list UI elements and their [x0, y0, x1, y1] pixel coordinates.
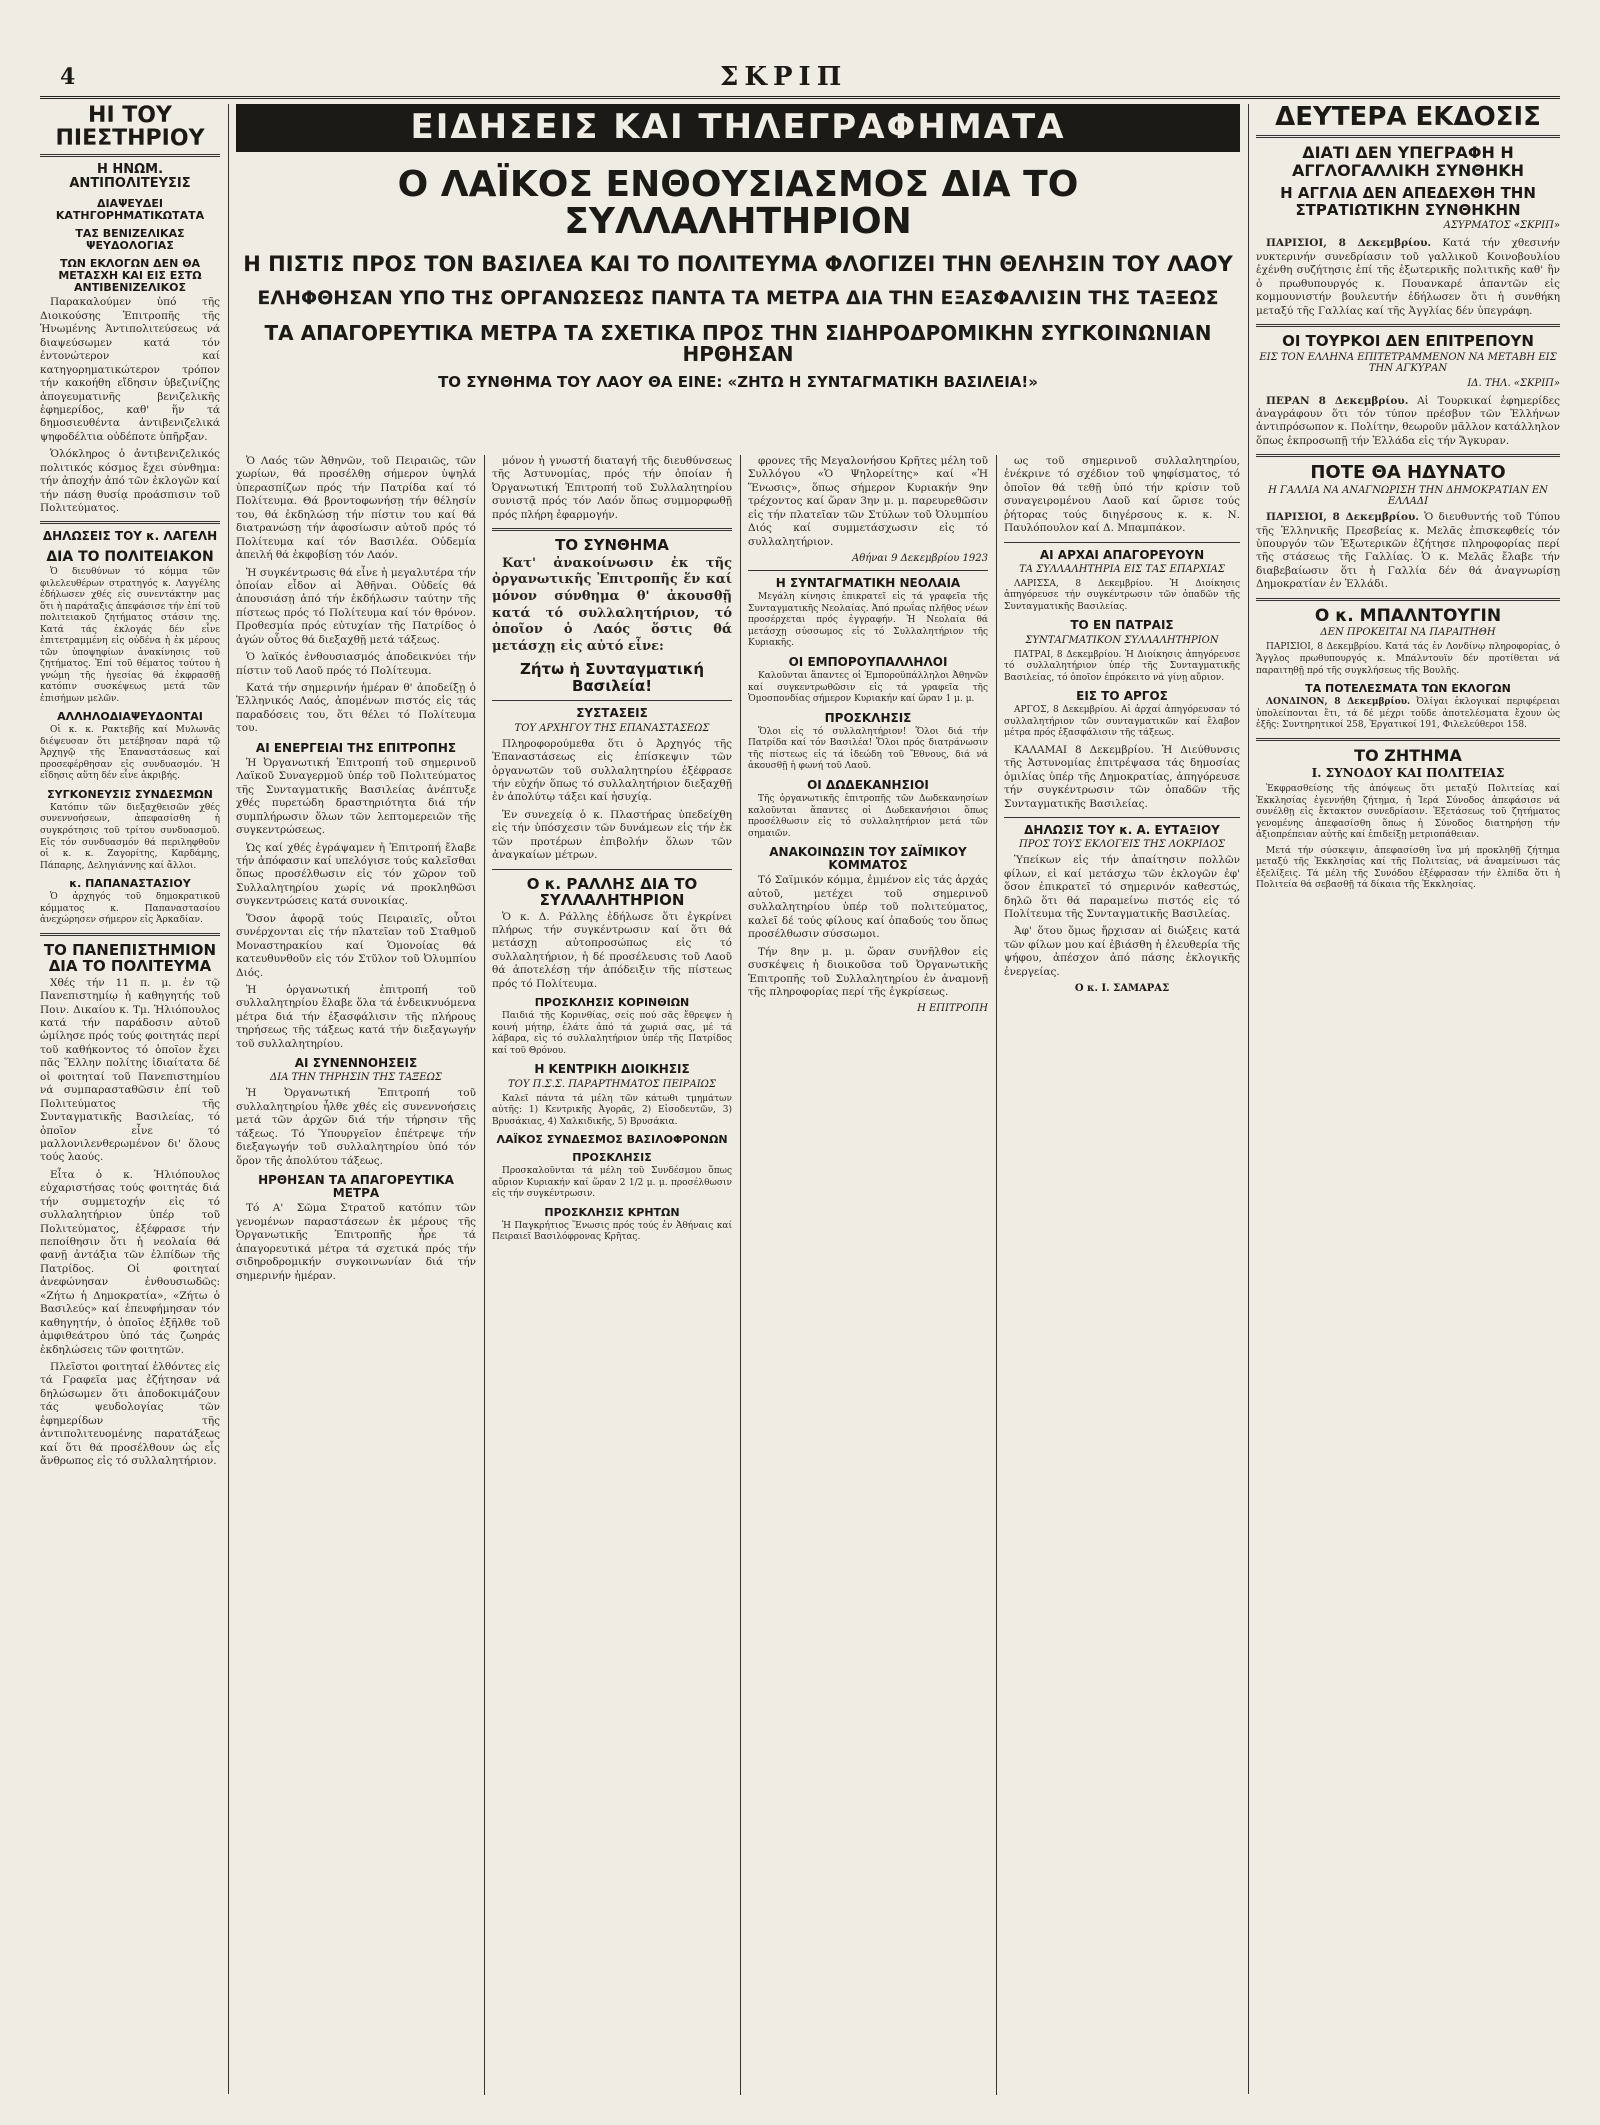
article-text: Ἡ ὀργανωτική ἐπιτροπή τοῦ συλλαλητηρίου ἔλαβε ὅλα τά ἐνδεικνυόμενα μέτρα διά τήν ἐξασφάλισιν τῆς πλήρους τηρήσεως τῆς τάξεως κατά τήν διεξαγωγήν τοῦ συλλαλητηρίου.: [236, 983, 476, 1050]
headline: ΠΟΤΕ ΘΑ ΗΔΥΝΑΤΟ: [1310, 462, 1506, 484]
subheadline: ΤΑ ΣΥΛΛΑΛΗΤΗΡΙΑ ΕΙΣ ΤΑΣ ΕΠΑΡΧΙΑΣ: [1019, 563, 1225, 575]
dateline: ΠΑΡΙΣΙΟΙ, 8 Δεκεμβρίου.: [1266, 237, 1432, 250]
article-text: Ὁλόκληρος ὁ ἀντιβενιζελικός πολιτικός κόσμος ἔχει σύνθημα: τήν ἀποχήν ἀπό τῶν ἐκλογῶν καί τήν πάσῃ θυσίᾳ προάσπισιν τοῦ Πολιτεύματος.: [40, 448, 220, 514]
article-text: Ὁ διευθύνων τό κόμμα τῶν φιλελευθέρων στρατηγός κ. Λαγγέλης ἐδήλωσεν χθές εἰς συνεντάκτην μας ὅτι ἡ παράταξις ἀπεφάσισε τήν ἐπί τοῦ πολιτειακοῦ ζητήματος στάσιν της. Κατά τάς ἐκλογάς δέν εἶνε ἐπιτετραμμένη εἰς οὐδένα ἡ ἐκ μέρους τῶν ὑποψηφίων ἀνακίνησις τοῦ ζητήματος. Ἐπί τοῦ θέματος τούτου ἡ γνώμη τῆς ἡγεσίας θά ἐκφρασθῇ κατόπιν συσκέψεως μετά τῶν ἐπισήμων μελῶν.: [40, 567, 220, 704]
headline: ΠΡΟΣΚΛΗΣΙΣ ΚΡΗΤΩΝ: [544, 1205, 680, 1219]
headline: ΟΙ ΔΩΔΕΚΑΝΗΣΙΟΙ: [807, 777, 929, 792]
subheadline: Η ΠΙΣΤΙΣ ΠΡΟΣ ΤΟΝ ΒΑΣΙΛΕΑ ΚΑΙ ΤΟ ΠΟΛΙΤΕΥΜΑ ΦΛΟΓΙΖΕΙ ΤΗΝ ΘΕΛΗΣΙΝ ΤΟΥ ΛΑΟΥ: [243, 252, 1233, 277]
article-text: ΠΑΡΙΣΙΟΙ, 8 Δεκεμβρίου. Ὁ διευθυντής τοῦ Τύπου τῆς Ἑλληνικῆς Πρεσβείας κ. Μελᾶς ἐπισκεφθείς τόν ὑπουργόν τῶν Ἐξωτερικῶν ἐζήτησε πληροφορίας περί τῆς στάσεως τῆς Γαλλίας. Ὁ κ. Μελᾶς ἔλαβε τήν διαβεβαίωσιν ὅτι ἡ Γαλλία δέν θά ἀναγνωρίσῃ Δημοκρατίαν ἐν Ἑλλάδι.: [1256, 511, 1560, 591]
headline: ΛΑΪΚΟΣ ΣΥΝΔΕΣΜΟΣ ΒΑΣΙΛΟΦΡΟΝΩΝ: [496, 1133, 728, 1147]
headline: ΤΩΝ ΕΚΛΟΓΩΝ ΔΕΝ ΘΑ ΜΕΤΑΣΧΗ ΚΑΙ ΕΙΣ ΕΣΤΩ ΑΝΤΙΒΕΝΙΖΕΛΙΚΟΣ: [58, 257, 202, 295]
headline: ΔΗΛΩΣΕΙΣ ΤΟΥ κ. ΛΑΓΕΛΗ: [42, 529, 218, 544]
dateline: Αθήναι 9 Δεκεμβρίου 1923: [851, 553, 988, 565]
dateline: ΚΑΛΑΜΑΙ 8 Δεκεμβρίου.: [1014, 743, 1154, 756]
subheadline: ΔΙΑ ΤΗΝ ΤΗΡΗΣΙΝ ΤΗΣ ΤΑΞΕΩΣ: [270, 1072, 442, 1084]
column: [1004, 455, 1240, 1000]
headline: ΟΙ ΕΜΠΟΡΟΥΠΑΛΛΗΛΟΙ: [788, 654, 948, 669]
headline: Ο κ. ΡΑΛΛΗΣ ΔΙΑ ΤΟ ΣΥΛΛΑΛΗΤΗΡΙΟΝ: [526, 874, 698, 910]
headline: ΑΙ ΑΡΧΑΙ ΑΠΑΓΟΡΕΥΟΥΝ: [1039, 547, 1205, 562]
article-text: Προσκαλοῦνται τά μέλη τοῦ Συνδέσμου ὅπως αὔριον Κυριακήν καί ὥραν 2 1/2 μ. μ. προσέλθωσιν εἰς τήν συγκέντρωσιν.: [492, 1166, 732, 1200]
signature: Ο κ. Ι. ΣΑΜΑΡΑΣ: [1074, 983, 1170, 995]
dateline: ΠΑΡΙΣΙΟΙ, 8 Δεκεμβρίου.: [1266, 511, 1419, 524]
article-text: Χθές τήν 11 π. μ. ἐν τῷ Πανεπιστημίῳ ἡ καθηγητής τοῦ Ποιν. Δικαίου κ. Τμ. Ἡλιόπουλος κατά τήν παράδοσιν αὐτοῦ ὡμίλησε πρός τούς φοιτητάς περί τοῦ καθήκοντος τό ὁποῖον ἔχει πᾶς Ἕλλην πολίτης ἰδιαίτατα δέ οἱ φοιτηταί τοῦ Πανεπιστημίου νά συμπαρασταθῶσιν ἐπί τοῦ Πολιτεύματος τῆς Συνταγματικῆς Βασιλείας, τό ὁποῖον εἶνε τό μαλλονιλενθερωμένον δι' ὅλους τούς λαούς.: [40, 976, 220, 1164]
subheadline: Η ΓΑΛΛΙΑ ΝΑ ΑΝΑΓΝΩΡΙΣΗ ΤΗΝ ΔΗΜΟΚΡΑΤΙΑΝ ΕΝ ΕΛΛΑΔΙ: [1268, 485, 1548, 508]
headline: ΔΙΑΨΕΥΔΕΙ ΚΑΤΗΓΟΡΗΜΑΤΙΚΩΤΑΤΑ: [55, 196, 205, 222]
front-banner: [236, 104, 1240, 391]
separator: [40, 521, 220, 524]
newspaper-name: ΣΚΡΙΠ: [720, 62, 848, 92]
headline: ΣΥΣΤΑΣΕΙΣ: [576, 706, 648, 721]
headline: ΑΝΑΚΟΙΝΩΣΙΝ ΤΟΥ ΣΑΪΜΙΚΟΥ ΚΟΜΜΑΤΟΣ: [769, 845, 967, 873]
article-text: Ἡ συγκέντρωσις θά εἶνε ἡ μεγαλυτέρα τήν ὁποίαν εἶδον αἱ Ἀθῆναι. Οὐδείς θά ἀπουσιάσῃ ἀπό τήν ἐκδήλωσιν ταύτην τῆς πίστεως πρός τό Πολίτευμα καί τόν θρόνον. Προθεσμία πρός εὐτυχίαν τῆς Πατρίδος ὁ ἀγών οὗτος θά διεξαχθῇ μετά τάξεως.: [236, 566, 476, 646]
article-text: Μεγάλη κίνησις ἐπικρατεῖ εἰς τά γραφεῖα τῆς Συνταγματικῆς Νεολαίας. Ἀπό πρωΐας πλῆθος νέων προσέρχεται πρός ἐγγραφήν. Ἡ Νεολαία θά μετάσχῃ σύσσωμος εἰς τό Συλλαλητήριον τῆς Κυριακῆς.: [748, 592, 988, 649]
headline: ΑΙ ΕΝΕΡΓΕΙΑΙ ΤΗΣ ΕΠΙΤΡΟΠΗΣ: [255, 740, 457, 755]
article-text: Εἶτα ὁ κ. Ἡλιόπουλος εὐχαριστήσας τούς φοιτητάς διά τήν συμμετοχήν εἰς τό συλλαλητήριον ὑπέρ τοῦ Πολιτεύματος, ἐξέφρασε τήν πεποίθησιν ὅτι ἡ νεολαία θά φανῇ ἀντάξια τῶν ἐλπίδων τῆς Πατρίδος. Οἱ φοιτηταί ἀνεφώνησαν ἐνθουσιωδῶς: «Ζήτω ἡ Δημοκρατία», «Ζήτω ὁ Βασιλεύς» καί ἐπευφήμησαν τόν καθηγητήν, ὁ ὁποῖος ἐξῆλθε τοῦ ἀμφιθεάτρου ὑπό τάς ζωηράς ἐκδηλώσεις τῶν φοιτητῶν.: [40, 1168, 220, 1356]
article-text: Ὑπείκων εἰς τήν ἀπαίτησιν πολλῶν φίλων, εἰ καί μετάσχω τῶν ἐκλογῶν ἐφ' ὅσον ἐπικρατεῖ τό σημερινόν καθεστώς, δηλῶ ὅτι θά παραμείνω πιστός εἰς τό Πολίτευμα τῆς Συνταγματικῆς Βασιλείας.: [1004, 854, 1240, 920]
article-text: Ἡ Ὀργανωτική Ἐπιτροπή τοῦ συλλαλητηρίου ἦλθε χθές εἰς συνεννοήσεις μετά τῶν ἀρχῶν διά τήν τήρησιν τῆς τάξεως. Τό Ὑπουργεῖον ἐπέτρεψε τήν διεξαγωγήν τοῦ συλλαλητηρίου ὑπό τόν ὅρον τῆς ἀπολύτου τάξεως.: [236, 1087, 476, 1167]
source-line: ΑΣΥΡΜΑΤΟΣ «ΣΚΡΙΠ»: [1443, 220, 1560, 232]
column-rule: [1248, 104, 1249, 2094]
article-text: Κατόπιν τῶν διεξαχθεισῶν χθές συνεννοήσεων, ἀπεφασίσθη ἡ συγκρότησις τοῦ τρίτου συνδυασμοῦ. Εἰς τόν συνδυασμόν θά περιληφθοῦν οἱ κ. κ. Ζαγορίτης, Καρδάμης, Πάπαρης, Δεληγιάννης καί ἄλλοι.: [40, 802, 220, 871]
separator: [492, 700, 732, 701]
article-text: Ὁ κ. Δ. Ράλλης ἐδήλωσε ὅτι ἐγκρίνει πλήρως τήν συγκέντρωσιν καί ὅτι θά μετάσχῃ αὐτοπροσώπως εἰς τό συλλαλητήριον, ἡ δέ προσέλευσις τοῦ Λαοῦ θά ἀποτελέσῃ τήν ἀπόδειξιν τῆς πίστεως πρός τό Πολίτευμα.: [492, 910, 732, 990]
article-text: Κατ' ἀνακοίνωσιν ἐκ τῆς ὀργανωτικῆς Ἐπιτροπῆς ἕν καί μόνον σύνθημα θ' ἀκουσθῇ κατά τό συλλαλητήριον, τό ὁποῖον ὁ Λαός ὅστις θά μετάσχῃ εἰς αὐτό εἶνε:: [492, 555, 732, 654]
article-text: Τήν 8ην μ. μ. ὥραν συνῆλθον εἰς συσκέψεις ἡ διοικοῦσα τοῦ Ὀργανωτικῆς Ἐπιτροπῆς τοῦ Συλλαλητηρίου ἐν ἀναμονῇ τῆς πληροφορίας περί τῆς ἐγκρίσεως.: [748, 945, 988, 998]
column-rule: [228, 104, 229, 2094]
headline: ΣΥΓΚΟΝΕΥΣΙΣ ΣΥΝΔΕΣΜΩΝ: [47, 787, 213, 801]
subheadline: ΕΛΗΦΘΗΣΑΝ ΥΠΟ ΤΗΣ ΟΡΓΑΝΩΣΕΩΣ ΠΑΝΤΑ ΤΑ ΜΕΤΡΑ ΔΙΑ ΤΗΝ ΕΞΑΣΦΑΛΙΣΙΝ ΤΗΣ ΤΑΞΕΩΣ: [257, 287, 1219, 310]
headline: ΠΡΟΣΚΛΗΣΙΣ: [572, 1151, 652, 1165]
headline: ΕΙΣ ΤΟ ΑΡΓΟΣ: [1076, 689, 1168, 704]
headline: κ. ΠΑΠΑΝΑΣΤΑΣΙΟΥ: [69, 877, 191, 891]
article-text: ΠΑΤΡΑΙ, 8 Δεκεμβρίου. Ἡ Διοίκησις ἀπηγόρευσε τό συλλαλητήριον ὑπέρ τῆς Συνταγματικῆς Βασιλείας, τό ὁποῖον ἐπρόκειτο νά γίνῃ αὔριον.: [1004, 649, 1240, 683]
article-text: φρονες τῆς Μεγαλονήσου Κρῆτες μέλη τοῦ Συλλόγου «Ὁ Ψηλορείτης» καί «Ἡ Ἕνωσις», ὅπως σήμερον Κυριακήν 9ην τρέχοντος καί ὥραν 3ην μ. μ. παρευρεθῶσιν εἰς τήν πλατεῖαν τῶν Στύλων τοῦ Ὀλυμπίου Διός καί συμμετάσχωσιν εἰς τό συλλαλητήριον.: [748, 455, 988, 548]
article-text: ΑΡΓΟΣ, 8 Δεκεμβρίου. Αἱ ἀρχαί ἀπηγόρευσαν τό συλλαλητήριον τῶν συνταγματικῶν καί ἔλαβον μέτρα πρός ἐξασφάλισιν τῆς τάξεως.: [1004, 705, 1240, 739]
headline: ΑΙ ΣΥΝΕΝΝΟΗΣΕΙΣ: [294, 1056, 418, 1071]
headline: ΠΡΟΣΚΛΗΣΙΣ ΚΟΡΙΝΘΙΩΝ: [534, 996, 690, 1010]
article-text: Ὅλοι εἰς τό συλλαλητήριον! Ὅλοι διά τήν Πατρίδα καί τόν Βασιλέα! Ὅλοι πρός διατράνωσιν τῆς πίστεως εἰς τά ἰδεώδη τοῦ Ἔθνους, διά νά ἀκουσθῇ ἡ φωνή τοῦ Λαοῦ.: [748, 726, 988, 772]
article-text: Ὁ Λαός τῶν Ἀθηνῶν, τοῦ Πειραιῶς, τῶν χωρίων, θά προσέλθῃ σήμερον ὑψηλά ὑπερασπίζων πρός τήν Πατρίδα καί τό Πολίτευμα. Θά βροντοφωνήσῃ τήν θέλησίν του, θά ἐκδηλώσῃ τήν πίστιν του καί θά διατρανώσῃ τήν ἀφοσίωσιν αὐτοῦ πρός τό Πολίτευμα καί τόν Βασιλέα. Οὐδεμία ἀπειλή θά ἐκφοβίσῃ τόν Λαόν.: [236, 455, 476, 562]
column-rule: [484, 455, 485, 2095]
separator: [1256, 324, 1560, 327]
headline: ΤΑΣ ΒΕΝΙΖΕΛΙΚΑΣ ΨΕΥΔΟΛΟΓΙΑΣ: [75, 226, 185, 253]
headline: Η ΑΓΓΛΙΑ ΔΕΝ ΑΠΕΔΕΧΘΗ ΤΗΝ ΣΤΡΑΤΙΩΤΙΚΗΝ ΣΥΝΘΗΚΗΝ: [1280, 184, 1536, 219]
article-text: Ἡ Παγκρήτιος Ἕνωσις πρός τούς ἐν Ἀθήναις καί Πειραιεῖ Βασιλόφρονας Κρῆτας.: [492, 1220, 732, 1243]
headline: ΔΙΑΤΙ ΔΕΝ ΥΠΕΓΡΑΦΗ Η ΑΓΓΛΟΓΑΛΛΙΚΗ ΣΥΝΘΗΚΗ: [1291, 143, 1525, 180]
separator: [40, 933, 220, 936]
article-text: Παιδιά τῆς Κορινθίας, σείς πού σᾶς ἔθρεψεν ἡ κοινή μήτηρ, ἐλάτε ἀπό τά χωριά σας, μέ τά λάβαρα, εἰς τό συλλαλητήριον ὑπέρ τῆς Πατρίδος καί τοῦ Θρόνου.: [492, 1011, 732, 1056]
subheadline: ΤΟ ΣΥΝΘΗΜΑ ΤΟΥ ΛΑΟΥ ΘΑ ΕΙΝΕ: «ΖΗΤΩ Η ΣΥΝΤΑΓΜΑΤΙΚΗ ΒΑΣΙΛΕΙΑ!»: [438, 373, 1038, 392]
newspaper-page: [40, 60, 1560, 2100]
subheadline: ΣΥΝΤΑΓΜΑΤΙΚΟΝ ΣΥΛΛΑΛΗΤΗΡΙΟΝ: [1025, 634, 1219, 646]
headline: ΤΑ ΠΟΤΕΛΕΣΜΑΤΑ ΤΩΝ ΕΚΛΟΓΩΝ: [1305, 682, 1511, 696]
article-text: ΠΕΡΑΝ 8 Δεκεμβρίου. Αἱ Τουρκικαί ἐφημερίδες ἀναγράφουν ὅτι τόν τύπον πρέσβυν τῶν Ἑλλήνων ἀντιπρόσωπον κ. Πολίτην, θεωροῦν μᾶλλον κατάλληλον ὅπως ἐκπροσωπῇ τήν Ἑλλάδα εἰς τήν Ἄγκυραν.: [1256, 394, 1560, 447]
article-text: ΚΑΛΑΜΑΙ 8 Δεκεμβρίου. Ἡ Διεύθυνσις τῆς Ἀστυνομίας ἐπιτρέψασα τάς δημοσίας ὁμιλίας ὑπέρ τῆς Δημοκρατίας, ἀπηγόρευσε τήν συγκέντρωσιν τῶν ὁπαδῶν τῆς Συνταγματικῆς Βασιλείας.: [1004, 743, 1240, 810]
separator: [748, 570, 988, 571]
headline: ΔΙΑ ΤΟ ΠΟΛΙΤΕΙΑΚΟΝ: [46, 548, 214, 565]
article-text: Κατά τήν σημερινήν ἡμέραν θ' ἀποδείξῃ ὁ Ἑλληνικός Λαός, ἀπομένων πιστός εἰς τάς παραδόσεις του, ὅτι θέλει τό Πολίτευμα του.: [236, 682, 476, 735]
headline: ΠΡΟΣΚΛΗΣΙΣ: [824, 710, 912, 725]
separator: [492, 528, 732, 531]
separator: [1004, 817, 1240, 818]
headline: ΟΙ ΤΟΥΡΚΟΙ ΔΕΝ ΕΠΙΤΡΕΠΟΥΝ: [1282, 332, 1534, 351]
subheadline: ΔΕΝ ΠΡΟΚΕΙΤΑΙ ΝΑ ΠΑΡΑΙΤΗΘΗ: [1320, 627, 1496, 639]
article-text: Ὡς καί χθές ἐγράψαμεν ἡ Ἐπιτροπή ἔλαβε τήν ἀπόφασιν καί υπελόγισε τούς καλεῖσθαι ὅπως προσέλθωσιν εἰς τόν χῶρον τοῦ Συλλαλητηρίου χωρίς νά προκληθῶσι συγκεντρώσεις κατά συνοικίας.: [236, 841, 476, 908]
article-text: ΛΟΝΔΙΝΟΝ, 8 Δεκεμβρίου. Ὀλίγαι ἐκλογικαί περιφέρειαι ὑπολείπονται ἔτι, τά δέ μέχρι τοῦδε ἀποτελέσματα ἔχουν ὡς ἑξῆς: Συντηρητικοί 258, Ἐργατικοί 191, Φιλελεύθεροι 158.: [1256, 697, 1560, 731]
headline: Ο κ. ΜΠΑΛΝΤΟΥΓΙΝ: [1314, 605, 1502, 626]
headline: ΤΟ ΕΝ ΠΑΤΡΑΙΣ: [1070, 618, 1174, 633]
article-text: Τό Α' Σῶμα Στρατοῦ κατόπιν τῶν γενομένων παραστάσεων ἐκ μέρους τῆς Ὀργανωτικῆς Ἐπιτροπῆς ἦρε τά ἀπαγορευτικά μέτρα τά σχετικά πρός τήν σιδηροδρομικήν συγκοινωνίαν διά τήν σημερινήν ἡμέραν.: [236, 1202, 476, 1282]
article-text: Πλεῖστοι φοιτηταί ἐλθόντες εἰς τά Γραφεῖα μας ἐζήτησαν νά δηλώσωμεν ὅτι ἀποδοκιμάζουν τάς ψευδολογίας τῶν ἐφημερίδων τῆς ἀντιπολιτευομένης παρατάξεως καί ὅτι θά προσέλθουν ὡς εἷς ἄνθρωπος εἰς τό συλλαλητήριον.: [40, 1360, 220, 1468]
article-text: ΠΑΡΙΣΙΟΙ, 8 Δεκεμβρίου. Κατά τήν χθεσινήν νυκτερινήν συνεδρίασιν τοῦ γαλλικοῦ Κοινοβουλίου ἐχένθη συζήτησις ἐπί τῆς ἐξωτερικῆς πολιτικῆς καθ' ἣν ὁ πρωθυπουργός κ. Πουανκαρέ ἀπαντῶν εἰς κομμουνιστήν βουλευτήν ἐδήλωσεν ὅτι ἡ συνθήκη μεταξύ τῆς Γαλλίας καί τῆς Ἀγγλίας δέν ὑπεγράφη.: [1256, 237, 1560, 317]
separator: [1256, 598, 1560, 601]
column: [236, 455, 476, 1287]
column: [748, 455, 988, 1020]
headline: ΤΟ ΣΥΝΘΗΜΑ: [555, 536, 669, 555]
article-text: Ἐκφρασθείσης τῆς ἀπόψεως ὅτι μεταξύ Πολιτείας καί Ἐκκλησίας ἐγεννήθη ζήτημα, ἡ Ἱερά Σύνοδος ἀπεφάσισε νά συνέλθῃ εἰς ἔκτακτον συνεδρίασιν. Ἐξετάσεως τοῦ ζητήματος γενομένης ἀπεφασίσθη ὅπως ἡ Σύνοδος διατηρήσῃ τήν ἀξιοπρέπειαν αὐτῆς καί ἐπιδείξῃ μετριοπάθειαν.: [1256, 784, 1560, 841]
article-text: ως τοῦ σημερινοῦ συλλαλητηρίου, ἐνέκρινε τό σχέδιον τοῦ ψηφίσματος, τό ὁποῖον θά τεθῇ ὑπό τήν κρίσιν τοῦ συναγειρομένου Λαοῦ καί ὥρισε τούς ῥήτορας τούς διηγέρσους κ. κ. Ν. Παυλόπουλον καί Δ. Μπαμπάκον.: [1004, 455, 1240, 535]
article-text: Ἀφ' ὅτου ὅμως ἤρχισαν αἱ διώξεις κατά τῶν φίλων μου καί ἐβιάσθη ἡ ἐλευθερία τῆς ψήφου, ἀπέσχον ἀπό πάσης ἐκλογικῆς ἐνεργείας.: [1004, 925, 1240, 978]
headline: ΤΟ ΖΗΤΗΜΑ: [1354, 745, 1462, 765]
article-text: Τῆς ὀργανωτικῆς ἐπιτροπῆς τῶν Δωδεκανησίων καλοῦνται ἅπαντες οἱ Δωδεκανήσιοι ὅπως προσέλθωσιν εἰς τό συλλαλητήριον μετά τῶν σημαιῶν.: [748, 794, 988, 839]
article-text: Καλεῖ πάντα τά μέλη τῶν κάτωθι τμημάτων αὐτῆς: 1) Κεντρικῆς Ἀγορᾶς, 2) Εἰσοδευτῶν, 3) Βρυσάκιας, 4) Χαλκιδικῆς, 5) Βρυσάκια.: [492, 1093, 732, 1127]
subheadline: ΤΟΥ Π.Σ.Σ. ΠΑΡΑΡΤΗΜΑΤΟΣ ΠΕΙΡΑΙΩΣ: [507, 1078, 717, 1090]
dateline: ΛΟΝΔΙΝΟΝ, 8 Δεκεμβρίου.: [1266, 697, 1411, 708]
section-title: ΕΙΔΗΣΕΙΣ ΚΑΙ ΤΗΛΕΓΡΑΦΗΜΑΤΑ: [236, 104, 1240, 152]
headline: Η ΚΕΝΤΡΙΚΗ ΔΙΟΙΚΗΣΙΣ: [534, 1062, 690, 1077]
article-text: Ὁ λαϊκός ἐνθουσιασμός ἀποδεικνύει τήν πίστιν τοῦ Λαοῦ πρός τό Πολίτευμα.: [236, 651, 476, 677]
headline: ΑΛΛΗΛΟΔΙΑΨΕΥΔΟΝΤΑΙ: [57, 710, 203, 724]
subheadline: ΤΑ ΑΠΑΓΟΡΕΥΤΙΚΑ ΜΕΤΡΑ ΤΑ ΣΧΕΤΙΚΑ ΠΡΟΣ ΤΗΝ ΣΙΔΗΡΟΔΡΟΜΙΚΗΝ ΣΥΓΚΟΙΝΩΝΙΑΝ ΗΡΘΗΣΑΝ: [264, 321, 1212, 367]
article-text: Ἡ Ὀργανωτική Ἐπιτροπή τοῦ σημερινοῦ Λαϊκοῦ Συναγερμοῦ ὑπέρ τοῦ Πολιτεύματος τῆς Συνταγματικῆς Βασιλείας ἀνέπτυξε χθές πυρετώδη δραστηριότητα διά τήν συμπλήρωσιν ὅλων τῶν λεπτομερειῶν τῆς συγκεντρώσεως.: [236, 756, 476, 837]
article-text: Καλοῦνται ἅπαντες οἱ Ἐμποροϋπάλληλοι Ἀθηνῶν καί συγκεντρωθῶσιν εἰς τά γραφεῖα τῆς Ὁμοσπονδίας σήμερον Κυριακήν καί ὥραν 1 μ. μ.: [748, 671, 988, 705]
article-text: Ὁ ἀρχηγός τοῦ δημοκρατικοῦ κόμματος κ. Παπαναστασίου ἀνεχώρησεν σήμερον εἰς Ἀρκαδίαν.: [40, 892, 220, 926]
article-text: ΛΑΡΙΣΣΑ, 8 Δεκεμβρίου. Ἡ Διοίκησις ἀπηγόρευσε τήν συγκέντρωσιν τῶν ὀπαδῶν τῆς Συνταγματικῆς Βασιλείας.: [1004, 578, 1240, 612]
article-text: ΠΑΡΙΣΙΟΙ, 8 Δεκεμβρίου. Κατά τάς ἐν Λονδίνῳ πληροφορίας, ὁ Ἄγγλος πρωθυπουργός κ. Μπάλντουϊν δέν προτίθεται νά παραιτηθῇ πρό τῆς συγκλήσεως τῆς Βουλῆς.: [1256, 642, 1560, 676]
column-rule: [996, 455, 997, 2095]
headline: ΤΟ ΠΑΝΕΠΙΣΤΗΜΙΟΝ ΔΙΑ ΤΟ ΠΟΛΙΤΕΥΜΑ: [43, 940, 217, 976]
page-number: 4: [60, 64, 76, 90]
masthead: [40, 60, 1560, 99]
article-text: Ἐν συνεχείᾳ ὁ κ. Πλαστήρας ὑπεδείχθη εἰς τήν ὑπόσχεσιν τῶν δυνάμεων εἰς τήν ἐκ τῶν προτέρων ἐπιβολήν ὅλων τῶν ἀναγκαίων μέτρων.: [492, 808, 732, 862]
column-title: ΗΙ ΤΟΥ ΠΙΕΣΤΗΡΙΟΥ: [40, 104, 220, 157]
separator: [492, 869, 732, 870]
column: [492, 455, 732, 1248]
headline: Η ΣΥΝΤΑΓΜΑΤΙΚΗ ΝΕΟΛΑΙΑ: [775, 576, 961, 591]
article-text: μόνον ἡ γνωστή διαταγή τῆς διευθύνσεως τῆς Ἀστυνομίας, πρός τήν ὁποίαν ἡ Ὀργανωτική Ἐπιτροπή τοῦ Συλλαλητηρίου συνιστᾷ πρός τόν Λαόν ὅπως συμμορφωθῇ πρός πλήρη ἐφαρμογήν.: [492, 455, 732, 521]
subheadline: ΤΟΥ ΑΡΧΗΓΟΥ ΤΗΣ ΕΠΑΝΑΣΤΑΣΕΩΣ: [514, 722, 710, 734]
separator: [1004, 542, 1240, 543]
subheadline: ΕΙΣ ΤΟΝ ΕΛΛΗΝΑ ΕΠΙΤΕΤΡΑΜΜΕΝΟΝ ΝΑ ΜΕΤΑΒΗ ΕΙΣ ΤΗΝ ΑΓΚΥΡΑΝ: [1259, 351, 1557, 374]
article-text: Τό Σαϊμικόν κόμμα, ἐμμένον εἰς τάς ἀρχάς αὐτοῦ, μετέχει τοῦ σημερινοῦ συλλαλητηρίου ὑπέρ τοῦ πολιτεύματος, καλεῖ δέ τούς φίλους καί ὀπαδούς του ὅπως προσέλθωσιν σύσσωμοι.: [748, 874, 988, 941]
separator: [1256, 738, 1560, 741]
column-rule: [740, 455, 741, 2095]
article-text: Ὅσον ἀφορᾷ τούς Πειραιεῖς, οὗτοι συνέρχονται εἰς τήν πλατεῖαν τοῦ Σταθμοῦ Μοναστηρακίου καί Ὁμονοίας θά κατευθυνθοῦν εἰς τόν Στῦλον τοῦ Ὀλυμπίου Διός.: [236, 912, 476, 979]
headline: Η ΗΝΩΜ. ΑΝΤΙΠΟΛΙΤΕΥΣΙΣ: [69, 162, 191, 192]
dateline: ΠΕΡΑΝ 8 Δεκεμβρίου.: [1266, 394, 1409, 407]
headline: ΗΡΘΗΣΑΝ ΤΑ ΑΠΑΓΟΡΕΥΤΙΚΑ ΜΕΤΡΑ: [258, 1172, 454, 1201]
subheadline: ΠΡΟΣ ΤΟΥΣ ΕΚΛΟΓΕΙΣ ΤΗΣ ΛΟΚΡΙΔΟΣ: [1019, 839, 1225, 851]
main-headline: Ο ΛΑΪΚΟΣ ΕΝΘΟΥΣΙΑΣΜΟΣ ΔΙΑ ΤΟ ΣΥΛΛΑΛΗΤΗΡΙΟΝ: [397, 163, 1079, 243]
signature: Η ΕΠΙΤΡΟΠΗ: [917, 1003, 988, 1015]
headline: ΔΗΛΩΣΙΣ ΤΟΥ κ. Α. ΕΥΤΑΞΙΟΥ: [1024, 823, 1220, 838]
slogan: Ζήτω ἡ Συνταγματική Βασιλεία!: [519, 660, 705, 695]
dateline: ΛΑΡΙΣΣΑ, 8 Δεκεμβρίου.: [1014, 578, 1153, 589]
column-left: [40, 104, 220, 1472]
column-right: [1256, 104, 1560, 896]
article-text: Παρακαλούμεν ὑπό τῆς Διοικούσης Ἐπιτροπῆς τῆς Ἡνωμένης Ἀντιπολιτεύσεως νά διαψεύσωμεν κατά τόν ἐντονώτερον καί κατηγορηματικώτερον τρόπον τήν κακοήθη εἴδησιν ὑβεζινίζης ἀπογευματινῆς βενιζελικῆς ἐφημερίδος, καθ' ἥν τά δημοσιευθέντα ἀντιβενιζελικά ψηφοδέλτια οὐδέποτε ὑπῆρξαν.: [40, 296, 220, 443]
article-text: Πληροφορούμεθα ὅτι ὁ Ἀρχηγός τῆς Ἐπαναστάσεως εἰς ἐπίσκεψιν τῶν ὀργανωτῶν τοῦ συλλαλητηρίου ἐξέφρασε τήν εὐχήν ὅπως τό συλλαλητήριον διεξαχθῇ ἐν ἀπολύτῳ τάξει καί ἡσυχίᾳ.: [492, 737, 732, 804]
source-line: ΙΔ. ΤΗΛ. «ΣΚΡΙΠ»: [1467, 377, 1560, 389]
article-text: Οἱ κ. κ. Ρακτεβῆς καί Μυλωνᾶς διέψευσαν ὅτι μετέβησαν παρά τῷ Ἀρχηγῷ τῆς Ἐπαναστάσεως καί προσεφέρθησαν εἰς συνδυασμόν. Ἡ εἴδησις αὕτη δέν εἶνε ἀκριβής.: [40, 725, 220, 782]
article-text: Μετά τήν σύσκεψιν, ἀπεφασίσθη ἵνα μή προκληθῇ ζήτημα μεταξύ τῆς Ἐκκλησίας καί τῆς Πολιτείας, νά ἀναμείνωσι τάς ἐξελίξεις. Τά μέλη τῆς Συνόδου ἐξέφρασαν τήν ἐλπίδα ὅτι ἡ Πολιτεία θά σεβασθῇ τά δίκαια τῆς Ἐκκλησίας.: [1256, 845, 1560, 891]
subheadline: Ι. ΣΥΝΟΔΟΥ ΚΑΙ ΠΟΛΙΤΕΙΑΣ: [1311, 766, 1505, 781]
separator: [1256, 454, 1560, 457]
edition-title: ΔΕΥΤΕΡΑ ΕΚΔΟΣΙΣ: [1256, 104, 1560, 138]
